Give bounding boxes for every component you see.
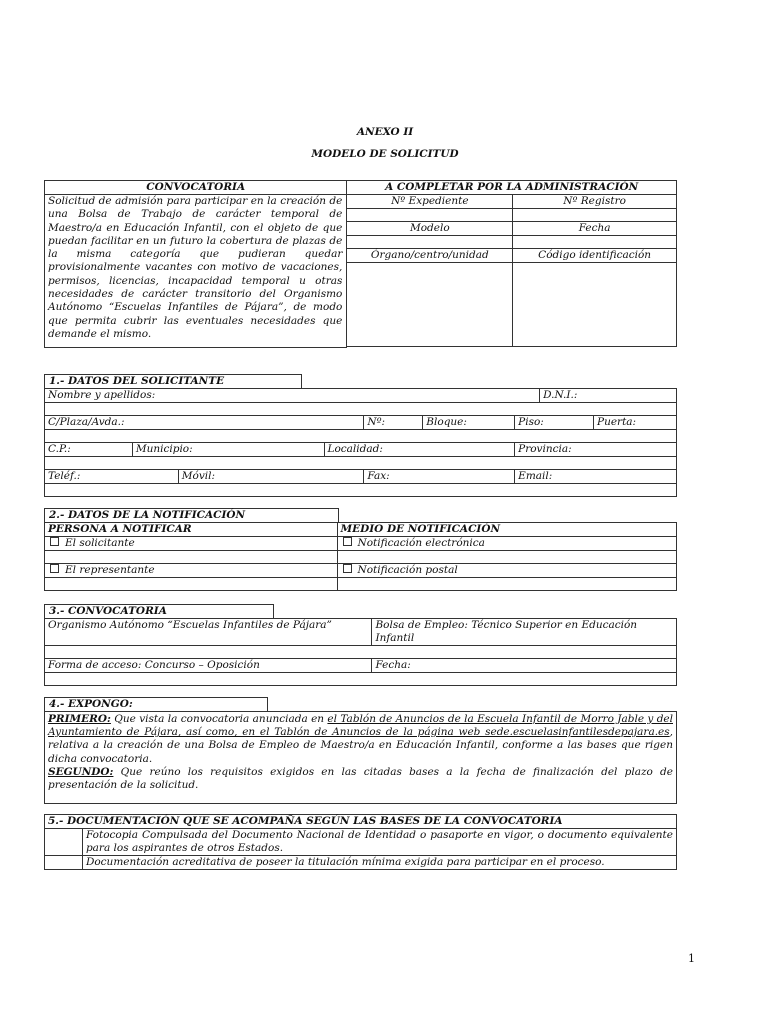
bloque-label: Bloque: [423,416,515,430]
convocatoria-blank[interactable] [45,646,677,659]
checkbox-electronica[interactable] [343,537,352,546]
cp-label: C.P.: [45,443,133,457]
fax-label: Fax: [364,470,515,484]
direccion-field[interactable] [45,430,677,443]
page-number: 1 [688,952,695,965]
nombre-field[interactable] [45,403,677,416]
bolsa-text: Bolsa de Empleo: Técnico Superior en Educación Infantil [372,619,677,646]
codigo-label: Código identificación [513,249,677,263]
municipio-label: Municipio: [132,443,324,457]
convocatoria-header: CONVOCATORIA [45,181,347,195]
registro-label: Nº Registro [513,195,677,209]
dni-label: D.N.I.: [540,389,677,403]
checkbox-solicitante[interactable] [50,537,59,546]
provincia-label: Provincia: [515,443,677,457]
section4-title: 4.- EXPONGO: [44,697,268,711]
convocatoria-description: Solicitud de admisión para participar en la creación de una Bolsa de Trabajo de carácter temporal de Maestro/a en Educación Infantil, con el objeto de que puedan facilitar en un futuro la cobertura de plazas de la misma categoría que pudieran quedar provisionalmente vacantes con motivo de vacaciones, permisos, licencias, incapacidad temporal u otras necesidades de carácter transitorio del Organismo Autónomo “Escuelas Infantiles de Pájara”, de modo que permita cubrir las eventuales necesidades que demande el mismo. [45,195,347,348]
checkbox-postal[interactable] [343,564,352,573]
postal-extra[interactable] [337,578,676,591]
numero-label: Nº: [364,416,423,430]
section2-title: 2.- DATOS DE LA NOTIFICACIÓN [44,508,339,522]
doc2-text: Documentación acreditativa de poseer la titulación mínima exigida para participar en el proceso. [82,856,676,870]
convocatoria-table [44,618,677,686]
nombre-label: Nombre y apellidos: [45,389,540,403]
persona-header: PERSONA A NOTIFICAR [45,523,338,537]
modelo-label: Modelo [347,222,513,236]
section1-title: 1.- DATOS DEL SOLICITANTE [44,374,302,388]
electronica-extra[interactable] [337,551,676,564]
calle-label: C/Plaza/Avda.: [45,416,364,430]
representante-label: El representante [65,564,155,576]
notificacion-table [44,522,677,591]
doc1-text: Fotocopia Compulsada del Documento Nacional de Identidad o pasaporte en vigor, o documento equivalente para los aspirantes de otros Estados. [82,829,676,856]
expediente-field[interactable] [347,209,513,222]
expongo-table [44,711,677,804]
doc2-check[interactable] [45,856,83,870]
expongo-text [45,712,677,804]
section3-title: 3.- CONVOCATORIA [44,604,274,618]
codigo-field[interactable] [513,263,677,347]
registro-field[interactable] [513,209,677,222]
fecha-field[interactable] [45,673,677,686]
segundo-text: Que reúno los requisitos exigidos en las citadas bases a la fecha de finalización del plazo de presentación de la solicitud. [48,765,673,792]
fecha-field[interactable] [513,236,677,249]
solicitante-table [44,388,677,497]
organismo-text: Organismo Autónomo “Escuelas Infantiles de Pájara” [45,619,372,646]
primero-rest: , relativa a la creación de una Bolsa de Empleo de Maestro/a en Educación Infantil, conforme a las bases que rigen dicha convocatoria. [48,726,673,765]
primero-label: PRIMERO: [48,713,111,725]
modelo-field[interactable] [347,236,513,249]
form-title: MODELO DE SOLICITUD [311,148,459,160]
annex-title: ANEXO II [356,126,414,138]
doc1-check[interactable] [45,829,83,856]
organo-field[interactable] [347,263,513,347]
organo-label: Órgano/centro/unidad [347,249,513,263]
opcion-representante[interactable] [45,564,338,578]
primero-intro: Que vista la convocatoria anunciada en [110,713,328,725]
localidad-label: Localidad: [324,443,515,457]
admin-header: A COMPLETAR POR LA ADMINISTRACIÓN [347,181,677,195]
section5-title: 5.- DOCUMENTACIÓN QUE SE ACOMPAÑA SEGÚN LAS BASES DE LA CONVOCATORIA [45,815,677,829]
solicitante-extra[interactable] [45,551,338,564]
solicitante-label: El solicitante [65,537,135,549]
puerta-label: Puerta: [594,416,677,430]
email-label: Email: [515,470,677,484]
forma-acceso: Forma de acceso: Concurso – Oposición [45,659,372,673]
tablon-link[interactable]: el Tablón de Anuncios de la Escuela Infantil de Morro Jable y del Ayuntamiento de Pájara, así como, en el Tablón de Anuncios de la página web sede.escuelasinfantilesdepajara.es [48,713,673,739]
convocatoria-admin-table [44,180,677,348]
representante-extra[interactable] [45,578,338,591]
opcion-solicitante[interactable] [45,537,338,551]
movil-label: Móvil: [178,470,364,484]
opcion-electronica[interactable] [337,537,676,551]
piso-label: Piso: [515,416,594,430]
fecha-convocatoria: Fecha: [372,659,677,673]
segundo-label: SEGUNDO: [48,765,114,778]
checkbox-representante[interactable] [50,564,59,573]
electronica-label: Notificación electrónica [357,537,485,549]
contacto-field[interactable] [45,484,677,497]
medio-header: MEDIO DE NOTIFICACIÓN [337,523,676,537]
postal-label: Notificación postal [357,564,458,576]
documentacion-table [44,814,677,870]
expediente-label: Nº Expediente [347,195,513,209]
telef-label: Teléf.: [45,470,179,484]
fecha-label: Fecha [513,222,677,236]
localidad-field[interactable] [45,457,677,470]
opcion-postal[interactable] [337,564,676,578]
